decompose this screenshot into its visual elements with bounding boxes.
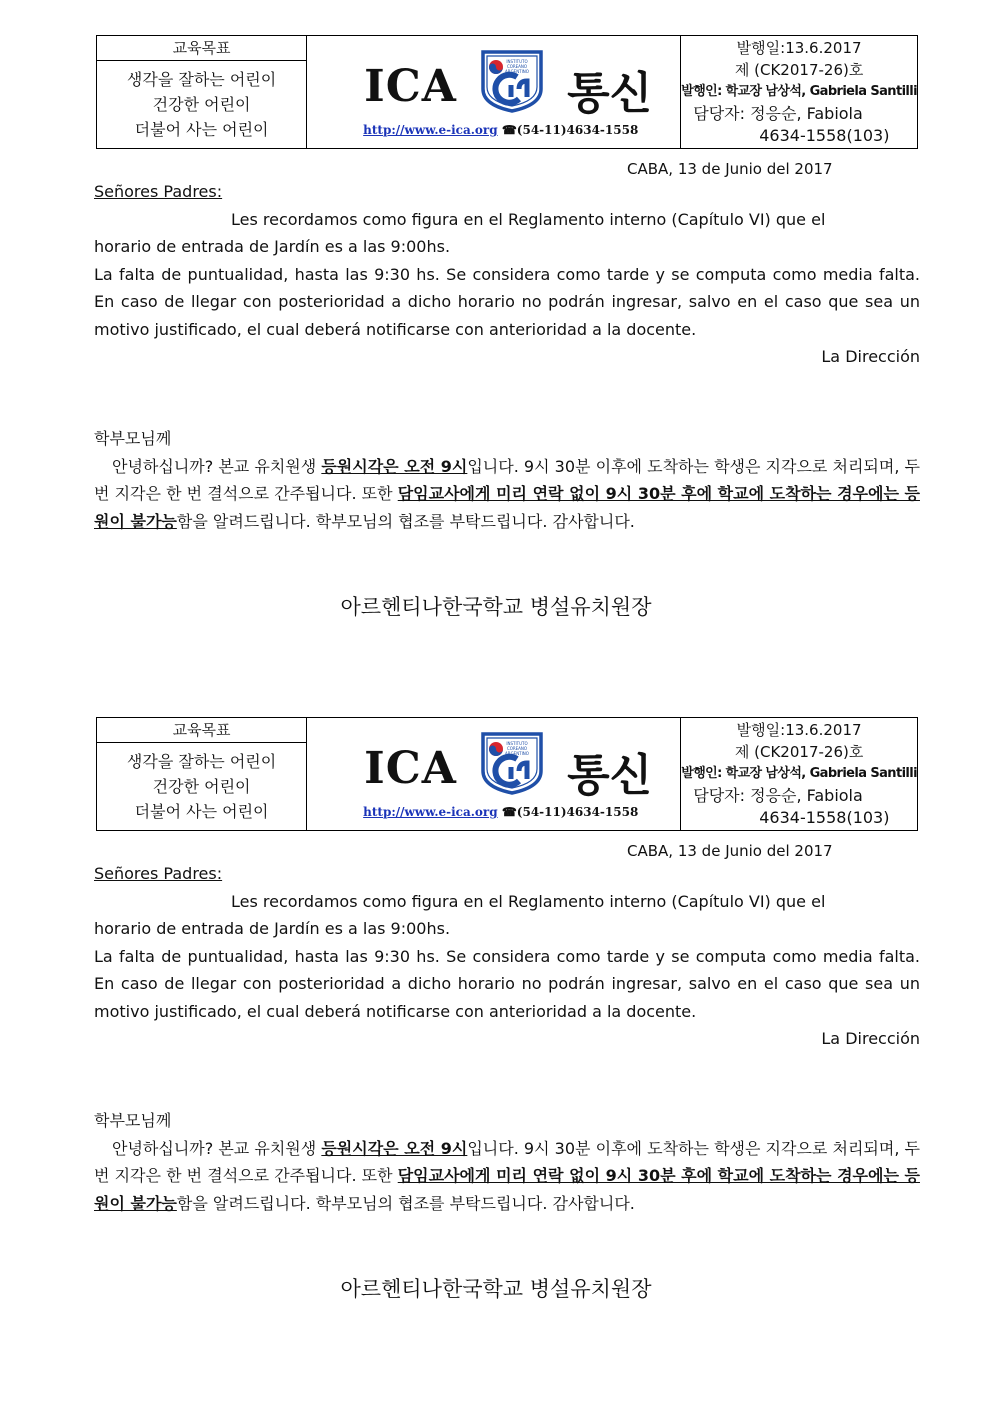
contact-phone: 4634-1558(103) bbox=[759, 808, 890, 827]
korean-paragraph bbox=[94, 1135, 920, 1218]
spanish-signature: La Dirección bbox=[821, 347, 920, 366]
issue-date: 발행일:13.6.2017 bbox=[736, 39, 862, 57]
date-line: CABA, 13 de Junio del 2017 bbox=[627, 842, 833, 860]
publisher: 발행인: 학교장 남상석, Gabriela Santilli bbox=[681, 766, 917, 781]
goals-cell bbox=[97, 36, 307, 148]
brand-suffix: 통신 bbox=[567, 68, 653, 119]
contact-line bbox=[363, 805, 638, 819]
korean-text: 안녕하십니까? 본교 유치원생 bbox=[112, 456, 322, 476]
spanish-section bbox=[94, 178, 920, 371]
goal-item: 생각을 잘하는 어린이 bbox=[126, 752, 277, 771]
spanish-salutation: Señores Padres: bbox=[94, 182, 223, 201]
publisher: 발행인: 학교장 남상석, Gabriela Santilli bbox=[681, 84, 917, 99]
brand-cell bbox=[307, 718, 681, 830]
logo-text-line: ARGENTINO bbox=[505, 751, 530, 756]
notice-top bbox=[0, 0, 992, 640]
school-logo bbox=[479, 49, 545, 113]
korean-emphasis: 담임교사에게 미리 연락 없이 9시 30분 후에 학교에 도착하는 경우에는 등원이 불가능 bbox=[94, 1166, 920, 1213]
phone-number: ☎(54-11)4634-1558 bbox=[501, 123, 639, 137]
goals-list bbox=[97, 61, 306, 148]
goals-label: 교육목표 bbox=[97, 718, 306, 743]
website-link[interactable]: http://www.e-ica.org bbox=[363, 123, 498, 137]
korean-text: 입니다. 9시 30분 이후에 도착하는 학생은 지각으로 처리되며, 두 번 지각은 한 번 결석으로 간주됩니다. 또한 bbox=[94, 1138, 920, 1185]
goal-item: 건강한 어린이 bbox=[152, 95, 251, 114]
spanish-paragraph-1-rest: horario de entrada de Jardín es a las 9:00hs. bbox=[94, 919, 451, 938]
logo-text-line: ARGENTINO bbox=[505, 69, 530, 74]
korean-text: 입니다. 9시 30분 이후에 도착하는 학생은 지각으로 처리되며, 두 번 지각은 한 번 결석으로 간주됩니다. 또한 bbox=[94, 456, 920, 503]
korean-paragraph bbox=[94, 453, 920, 536]
issue-cell bbox=[681, 36, 917, 148]
website-link[interactable]: http://www.e-ica.org bbox=[363, 805, 498, 819]
korean-emphasis: 등원시각은 오전 9시 bbox=[321, 456, 468, 476]
issue-cell bbox=[681, 718, 917, 830]
notice-bottom bbox=[0, 682, 992, 1322]
korean-text: 안녕하십니까? 본교 유치원생 bbox=[112, 1138, 322, 1158]
goal-item: 건강한 어린이 bbox=[152, 777, 251, 796]
goals-cell bbox=[97, 718, 307, 830]
goal-item: 더불어 사는 어린이 bbox=[134, 120, 269, 139]
spanish-paragraph-2: La falta de puntualidad, hasta las 9:30 hs. Se considera como tarde y se computa como media falta. En caso de llegar con posterioridad a dicho horario no podrán ingresar, salvo en el caso que sea un motivo justificado, el cual deberá notificarse con anterioridad a la docente. bbox=[94, 946, 920, 1021]
phone-number: ☎(54-11)4634-1558 bbox=[501, 805, 639, 819]
logo-text-line: COREANO bbox=[507, 64, 528, 69]
korean-emphasis: 등원시각은 오전 9시 bbox=[321, 1138, 468, 1158]
header-table bbox=[96, 35, 918, 149]
korean-text: 함을 알려드립니다. 학부모님의 협조를 부탁드립니다. 감사합니다. bbox=[176, 511, 635, 531]
spanish-section bbox=[94, 860, 920, 1053]
korean-emphasis: 담임교사에게 미리 연락 없이 9시 30분 후에 학교에 도착하는 경우에는 등원이 불가능 bbox=[94, 484, 920, 531]
korean-section bbox=[94, 1107, 920, 1217]
korean-salutation: 학부모님께 bbox=[94, 429, 172, 448]
closing-signature: 아르헨티나한국학교 병설유치원장 bbox=[340, 595, 652, 619]
goal-item: 생각을 잘하는 어린이 bbox=[126, 70, 277, 89]
spanish-signature: La Dirección bbox=[821, 1029, 920, 1048]
contact-phone: 4634-1558(103) bbox=[759, 126, 890, 145]
spanish-paragraph-1-first-line: Les recordamos como figura en el Reglamento interno (Capítulo VI) que el bbox=[231, 891, 826, 911]
date-line: CABA, 13 de Junio del 2017 bbox=[627, 160, 833, 178]
goals-label: 교육목표 bbox=[97, 36, 306, 61]
issue-number: 제 (CK2017-26)호 bbox=[734, 61, 864, 79]
logo-text-line: COREANO bbox=[507, 746, 528, 751]
school-logo bbox=[479, 731, 545, 795]
korean-section bbox=[94, 425, 920, 535]
spanish-salutation: Señores Padres: bbox=[94, 864, 223, 883]
korean-salutation: 학부모님께 bbox=[94, 1111, 172, 1130]
contact-person: 담당자: 정응순, Fabiola bbox=[693, 104, 863, 123]
brand-suffix: 통신 bbox=[567, 750, 653, 801]
contact-person: 담당자: 정응순, Fabiola bbox=[693, 786, 863, 805]
logo-text-line: INSTITUTO bbox=[506, 59, 528, 64]
header-table bbox=[96, 717, 918, 831]
issue-date: 발행일:13.6.2017 bbox=[736, 721, 862, 739]
spanish-paragraph-1-first-line: Les recordamos como figura en el Reglamento interno (Capítulo VI) que el bbox=[231, 209, 826, 229]
logo-text-line: INSTITUTO bbox=[506, 741, 528, 746]
contact-line bbox=[363, 123, 638, 137]
goals-list bbox=[97, 743, 306, 830]
korean-text: 함을 알려드립니다. 학부모님의 협조를 부탁드립니다. 감사합니다. bbox=[176, 1193, 635, 1213]
brand-name: ICA bbox=[364, 61, 457, 112]
spanish-paragraph-1-rest: horario de entrada de Jardín es a las 9:00hs. bbox=[94, 237, 451, 256]
brand-cell bbox=[307, 36, 681, 148]
closing-signature: 아르헨티나한국학교 병설유치원장 bbox=[340, 1277, 652, 1301]
brand-name: ICA bbox=[364, 743, 457, 794]
issue-number: 제 (CK2017-26)호 bbox=[734, 743, 864, 761]
spanish-paragraph-2: La falta de puntualidad, hasta las 9:30 hs. Se considera como tarde y se computa como media falta. En caso de llegar con posterioridad a dicho horario no podrán ingresar, salvo en el caso que sea un motivo justificado, el cual deberá notificarse con anterioridad a la docente. bbox=[94, 264, 920, 339]
goal-item: 더불어 사는 어린이 bbox=[134, 802, 269, 821]
